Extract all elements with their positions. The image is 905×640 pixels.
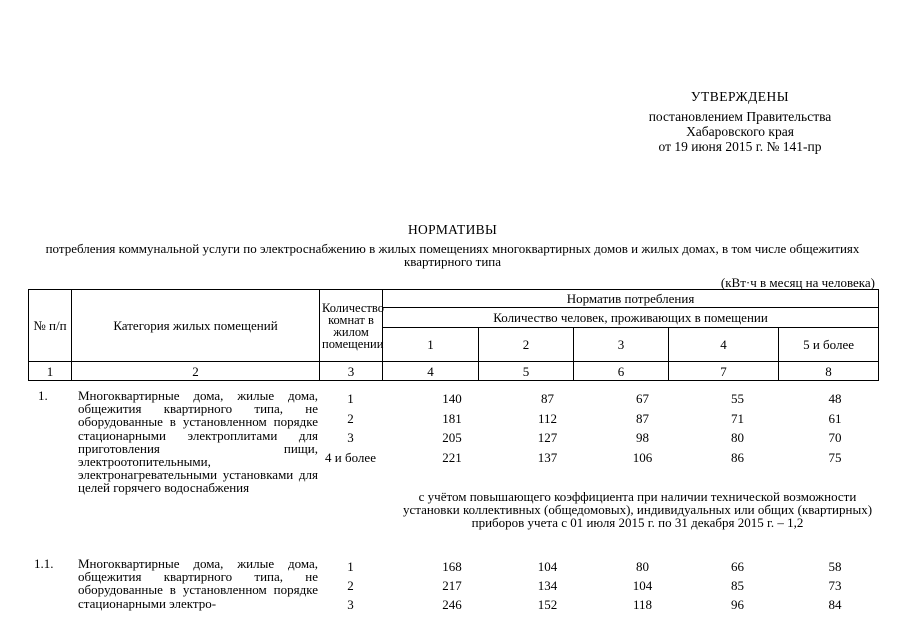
section-2-rooms [319,557,382,614]
value-cell: 221 [442,449,462,465]
index-col-8: 8 [779,362,879,381]
section-2-col-5 [785,557,885,614]
section-2-col-1 [404,557,500,614]
value-cell: 104 [632,578,653,593]
header-norm: Норматив потребления [383,290,879,308]
value-cell: 217 [442,578,462,593]
section-1-rooms [319,389,382,467]
value-cell: 66 [731,559,744,574]
value-cell: 86 [731,449,744,465]
value-cell: 61 [828,410,842,426]
value-cell: 106 [632,449,653,465]
people-col-4: 4 [669,328,779,362]
document-subtitle: потребления коммунальной услуги по электроснабжению в жилых помещениях многоквартирных домов и жилых домах, в том числе общежитиях квартирного типа [45,241,860,269]
approval-line-2: Хабаровского края [686,124,794,139]
norm-table-header [28,289,879,381]
section-1-category: Многоквартирные дома, жилые дома, общежития квартирного типа, не оборудованные в установленном порядке стационарными электроплитами для приготовления пищи, электроотопительными, электронагревательными установками для целей горячего водоснабжения [78,388,318,496]
index-col-1: 1 [29,362,72,381]
units-label: (кВт·ч в месяц на человека) [720,275,875,290]
value-cell: 80 [636,559,649,574]
approval-block [590,89,890,154]
room-count: 2 [347,410,354,426]
section-2-col-2 [500,557,595,614]
value-cell: 73 [828,578,842,593]
room-count: 1 [347,559,354,574]
index-col-6: 6 [574,362,669,381]
value-cell: 168 [442,559,462,574]
section-1-col-5 [785,389,885,467]
value-cell: 80 [731,430,744,445]
value-cell: 48 [828,391,842,406]
approval-line-3: от 19 июня 2015 г. № 141-пр [658,139,822,154]
section-2-col-3 [595,557,690,614]
document-title: НОРМАТИВЫ [407,222,498,237]
room-count: 1 [347,391,354,406]
index-col-4: 4 [383,362,479,381]
value-cell: 58 [828,559,842,574]
value-cell: 152 [537,597,558,612]
header-rooms: Количество комнат в жилом помещении [320,290,383,362]
index-col-2: 2 [72,362,320,381]
section-1-col-1 [404,389,500,467]
value-cell: 205 [442,430,462,445]
approval-heading: УТВЕРЖДЕНЫ [690,89,790,104]
value-cell: 67 [636,391,649,406]
value-cell: 181 [442,410,462,426]
index-col-5: 5 [479,362,574,381]
value-cell: 137 [537,449,558,465]
value-cell: 127 [537,430,558,445]
section-1-col-3 [595,389,690,467]
room-count: 2 [347,578,354,593]
header-num: № п/п [29,290,72,362]
value-cell: 55 [731,391,744,406]
header-people: Количество человек, проживающих в помещении [383,308,879,328]
coefficient-note: с учётом повышающего коэффициента при наличии технической возможности установки коллективных (общедомовых), индивидуальных или общих (квартирных) приборов учета с 01 июля 2015 г. по 31 декабря 2015 г. – 1,2 [402,489,873,530]
approval-line-1: постановлением Правительства [648,109,832,124]
people-col-2: 2 [479,328,574,362]
value-cell: 87 [541,391,554,406]
section-1-num: 1. [38,388,48,403]
value-cell: 134 [537,578,558,593]
section-2-category: Многоквартирные дома, жилые дома, общежития квартирного типа, не оборудованные в установленном порядке стационарными электро- [78,556,318,611]
section-1-col-4 [690,389,785,467]
people-col-3: 3 [574,328,669,362]
value-cell: 75 [828,449,842,465]
room-count: 4 и более [325,449,376,465]
value-cell: 140 [442,391,462,406]
index-col-7: 7 [669,362,779,381]
value-cell: 112 [537,410,558,426]
value-cell: 85 [731,578,744,593]
section-2-col-4 [690,557,785,614]
value-cell: 246 [442,597,462,612]
value-cell: 118 [632,597,653,612]
people-col-1: 1 [383,328,479,362]
room-count: 3 [347,597,354,612]
room-count: 3 [347,430,354,445]
value-cell: 70 [828,430,842,445]
header-category: Категория жилых помещений [72,290,320,362]
value-cell: 87 [636,410,649,426]
value-cell: 84 [828,597,842,612]
value-cell: 96 [731,597,744,612]
people-col-5: 5 и более [779,328,879,362]
value-cell: 71 [731,410,744,426]
index-col-3: 3 [320,362,383,381]
value-cell: 104 [537,559,558,574]
value-cell: 98 [636,430,649,445]
section-2-num: 1.1. [34,556,54,571]
section-1-col-2 [500,389,595,467]
